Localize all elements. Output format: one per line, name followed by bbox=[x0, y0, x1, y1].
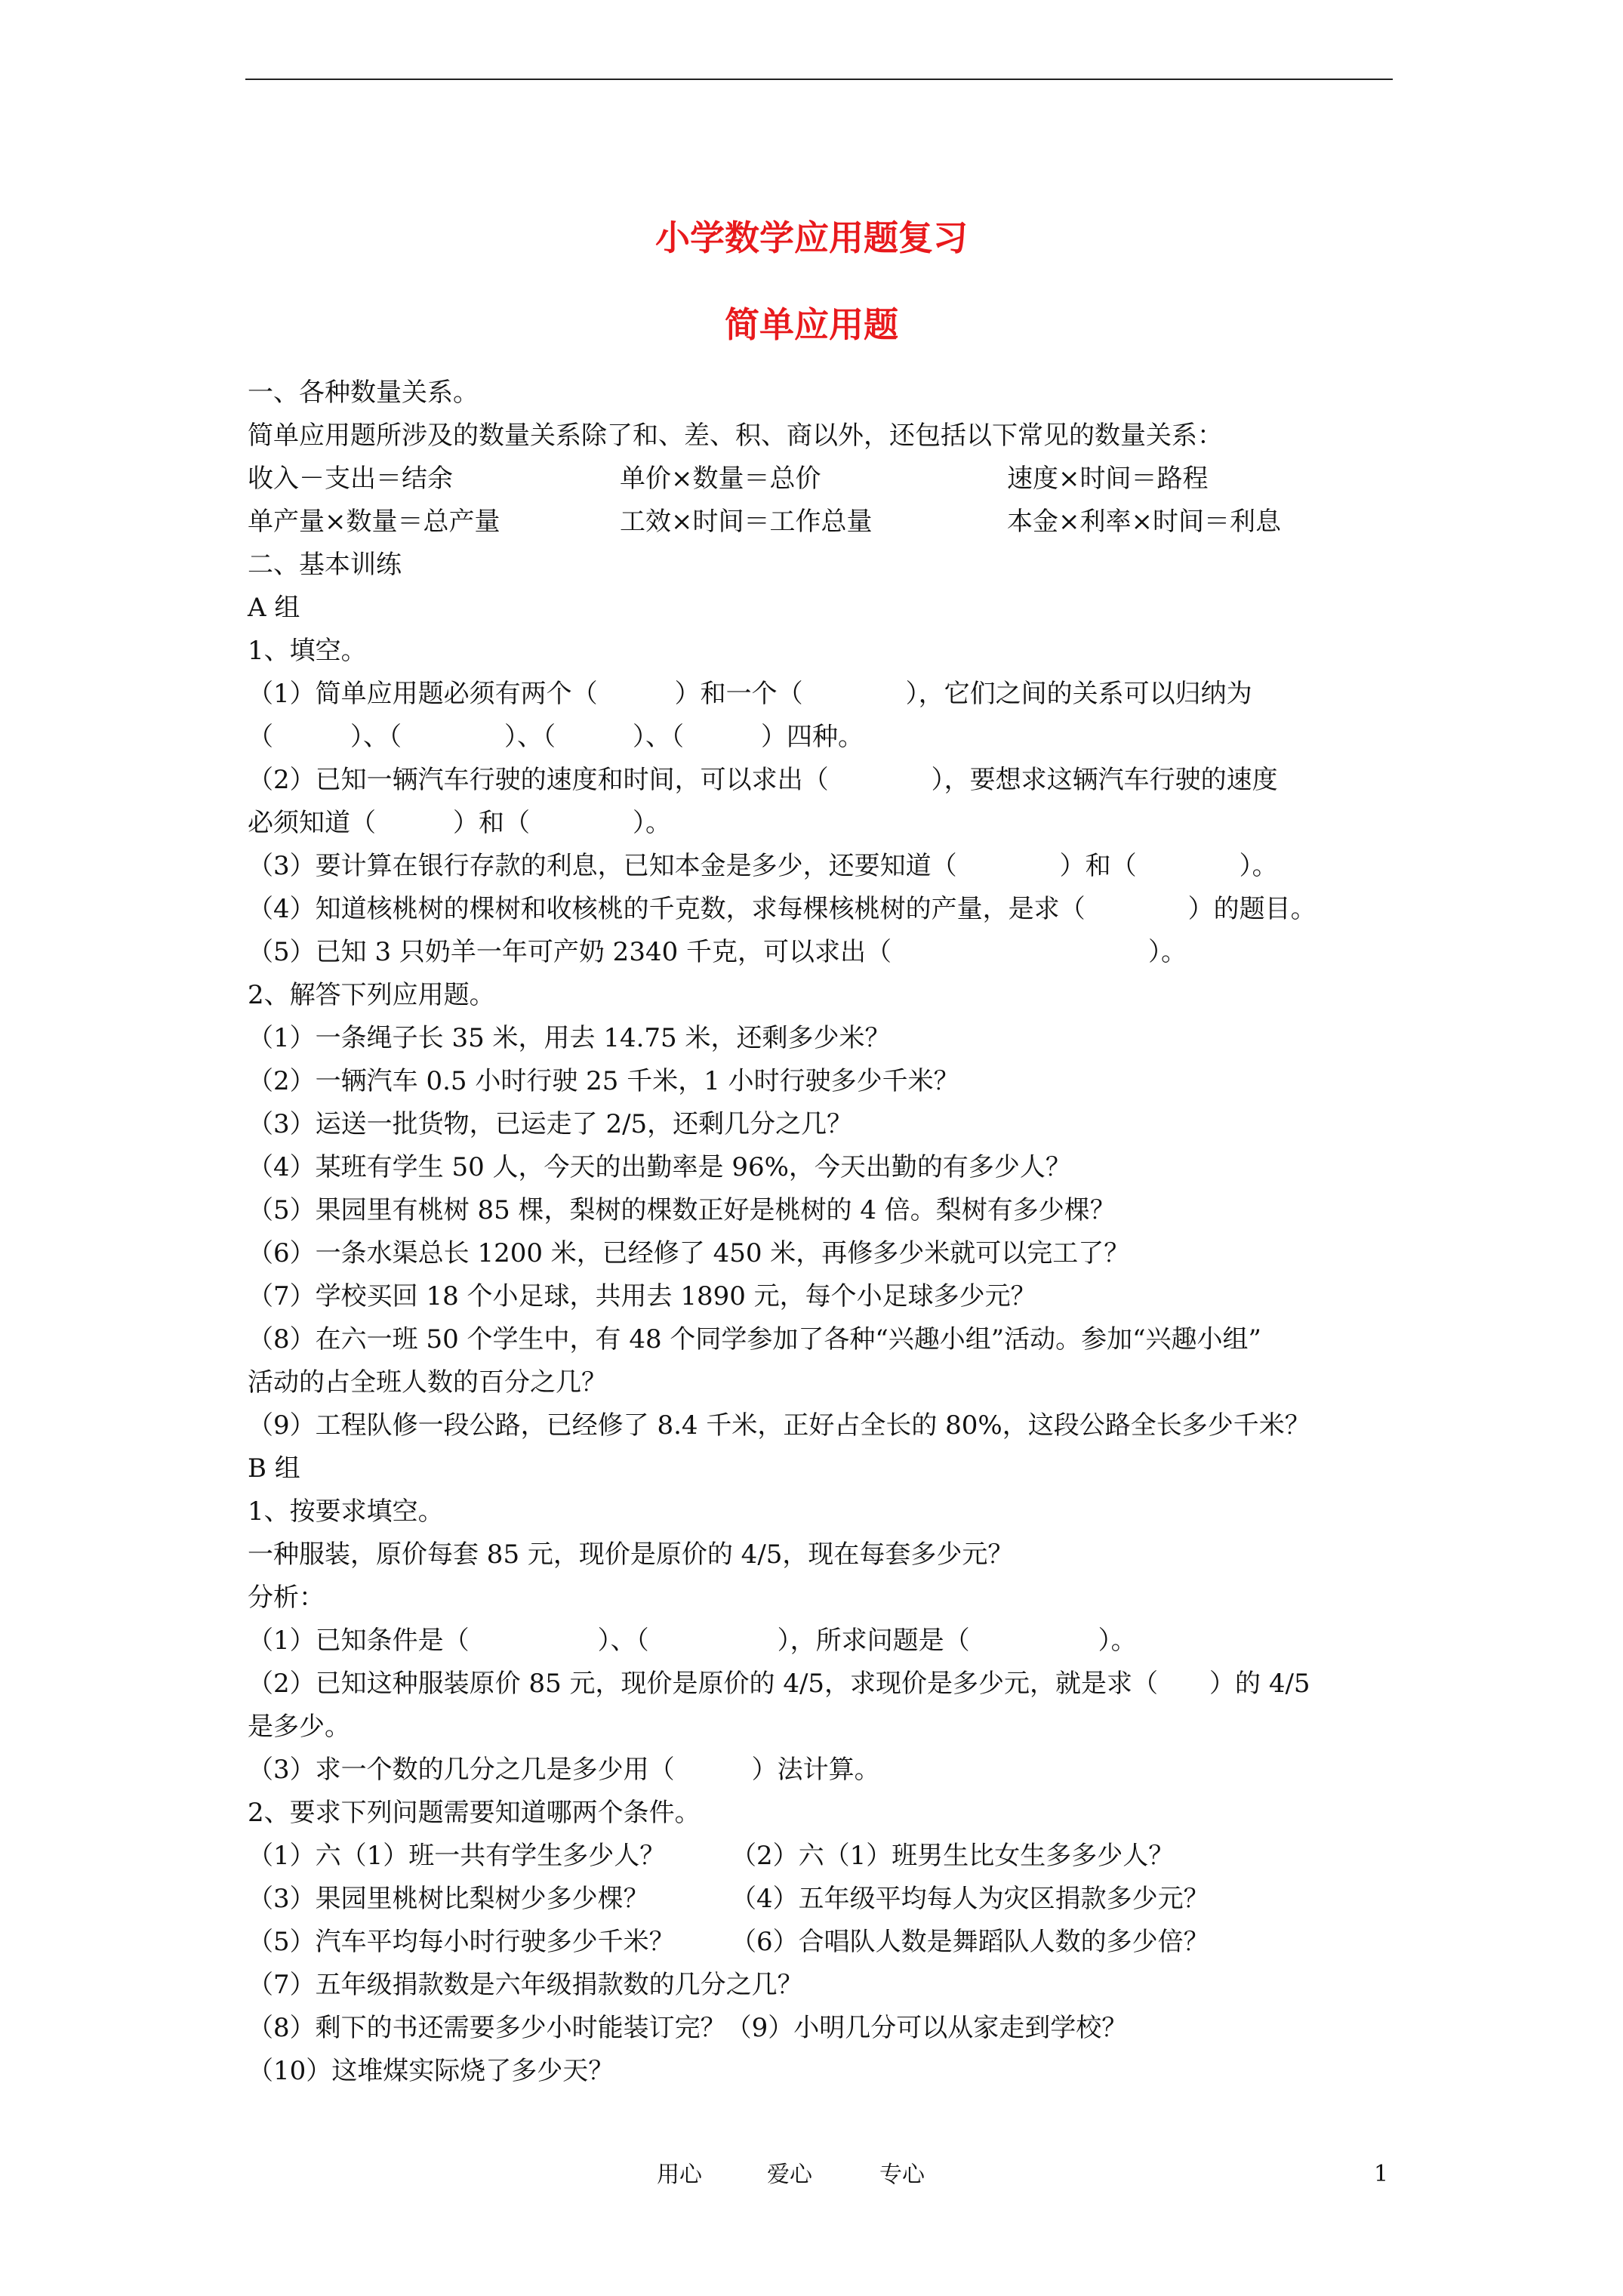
section-heading: 一、各种数量关系。 bbox=[248, 378, 479, 408]
list-item: （1）已知条件是（ ）、（ ），所求问题是（ ）。 bbox=[248, 1626, 1137, 1656]
list-item: （ ）、（ ）、（ ）、（ ）四种。 bbox=[248, 722, 864, 752]
list-item: （5）已知 3 只奶羊一年可产奶 2340 千克，可以求出（ ）。 bbox=[248, 937, 1187, 967]
list-item: （6）一条水渠总长 1200 米，已经修了 450 米，再修多少米就可以完工了？ bbox=[248, 1238, 1130, 1268]
page-title: 小学数学应用题复习 bbox=[655, 217, 968, 258]
list-item: （3）果园里桃树比梨树少多少棵？ bbox=[248, 1884, 649, 1914]
relation: 工效×时间＝工作总量 bbox=[620, 507, 873, 537]
list-item: （4）知道核桃树的棵树和收核桃的千克数，求每棵核桃树的产量，是求（ ）的题目。 bbox=[248, 894, 1317, 924]
list-item: （9）工程队修一段公路，已经修了 8.4 千米，正好占全长的 80%，这段公路全长多少千米？ bbox=[248, 1410, 1310, 1441]
list-item: （7）学校买回 18 个小足球，共用去 1890 元，每个小足球多少元？ bbox=[248, 1281, 1036, 1311]
footer-text: 用心 bbox=[657, 2162, 702, 2188]
footer-text: 专心 bbox=[879, 2162, 925, 2188]
list-item: （8）剩下的书还需要多少小时能装订完？（9）小明几分可以从家走到学校？ bbox=[248, 2013, 1128, 2043]
relation: 速度×时间＝路程 bbox=[1007, 464, 1209, 494]
relation: 本金×利率×时间＝利息 bbox=[1007, 507, 1281, 537]
list-item: （10）这堆煤实际烧了多少天？ bbox=[248, 2056, 614, 2086]
list-item: （2）已知这种服装原价 85 元，现价是原价的 4/5，求现价是多少元，就是求（ ）的 4/5 bbox=[248, 1669, 1310, 1699]
list-item: （2）已知一辆汽车行驶的速度和时间，可以求出（ ），要想求这辆汽车行驶的速度 bbox=[248, 765, 1278, 795]
analysis-label: 分析： bbox=[248, 1583, 325, 1613]
question-heading: 1、填空。 bbox=[248, 636, 367, 666]
question-heading: 2、要求下列问题需要知道哪两个条件。 bbox=[248, 1798, 701, 1828]
list-item: （6）合唱队人数是舞蹈队人数的多少倍？ bbox=[731, 1927, 1209, 1957]
footer-text: 爱心 bbox=[767, 2162, 812, 2188]
list-item-pair bbox=[248, 1835, 1425, 1878]
relation: 收入－支出＝结余 bbox=[248, 464, 453, 494]
question-text: 一种服装，原价每套 85 元，现价是原价的 4/5，现在每套多少元？ bbox=[248, 1539, 1014, 1570]
list-item-pair bbox=[248, 1921, 1425, 1964]
question-heading: 1、按要求填空。 bbox=[248, 1496, 444, 1527]
document-body bbox=[248, 371, 1425, 2093]
relations-row bbox=[248, 458, 1425, 501]
list-item: （4）某班有学生 50 人，今天的出勤率是 96%，今天出勤的有多少人？ bbox=[248, 1152, 1071, 1182]
relation: 单价×数量＝总价 bbox=[620, 464, 821, 494]
list-item: （1）简单应用题必须有两个（ ）和一个（ ），它们之间的关系可以归纳为 bbox=[248, 679, 1252, 709]
list-item: （3）求一个数的几分之几是多少用（ ）法计算。 bbox=[248, 1755, 880, 1785]
list-item: （3）运送一批货物，已运走了 2/5，还剩几分之几？ bbox=[248, 1109, 853, 1139]
list-item: （5）汽车平均每小时行驶多少千米？ bbox=[248, 1927, 675, 1957]
relation: 单产量×数量＝总产量 bbox=[248, 507, 500, 537]
relations-row bbox=[248, 501, 1425, 544]
list-item: （7）五年级捐款数是六年级捐款数的几分之几？ bbox=[248, 1970, 803, 2000]
list-item: （2）一辆汽车 0.5 小时行驶 25 千米，1 小时行驶多少千米？ bbox=[248, 1066, 959, 1096]
list-item: （4）五年级平均每人为灾区捐款多少元？ bbox=[731, 1884, 1209, 1914]
header-rule bbox=[245, 79, 1393, 80]
list-item: 必须知道（ ）和（ ）。 bbox=[248, 808, 671, 838]
section-heading: 二、基本训练 bbox=[248, 550, 402, 580]
intro-text: 简单应用题所涉及的数量关系除了和、差、积、商以外，还包括以下常见的数量关系： bbox=[248, 421, 1223, 451]
question-heading: 2、解答下列应用题。 bbox=[248, 980, 495, 1010]
page-subtitle: 简单应用题 bbox=[725, 304, 898, 345]
list-item-pair bbox=[248, 1878, 1425, 1921]
list-item: （1）六（1）班一共有学生多少人？ bbox=[248, 1841, 666, 1871]
list-item: （8）在六一班 50 个学生中，有 48 个同学参加了各种“兴趣小组”活动。参加“兴趣小组” bbox=[248, 1324, 1261, 1354]
list-item: （2）六（1）班男生比女生多多少人？ bbox=[731, 1841, 1175, 1871]
list-item: （1）一条绳子长 35 米，用去 14.75 米，还剩多少米？ bbox=[248, 1023, 891, 1053]
group-heading: B 组 bbox=[248, 1453, 300, 1484]
page-number: 1 bbox=[1374, 2161, 1389, 2187]
list-item: （5）果园里有桃树 85 棵，梨树的棵数正好是桃树的 4 倍。梨树有多少棵？ bbox=[248, 1195, 1116, 1225]
list-item: 是多少。 bbox=[248, 1712, 350, 1742]
group-heading: A 组 bbox=[248, 593, 300, 623]
list-item: （3）要计算在银行存款的利息，已知本金是多少，还要知道（ ）和（ ）。 bbox=[248, 851, 1278, 881]
list-item: 活动的占全班人数的百分之几？ bbox=[248, 1367, 607, 1398]
